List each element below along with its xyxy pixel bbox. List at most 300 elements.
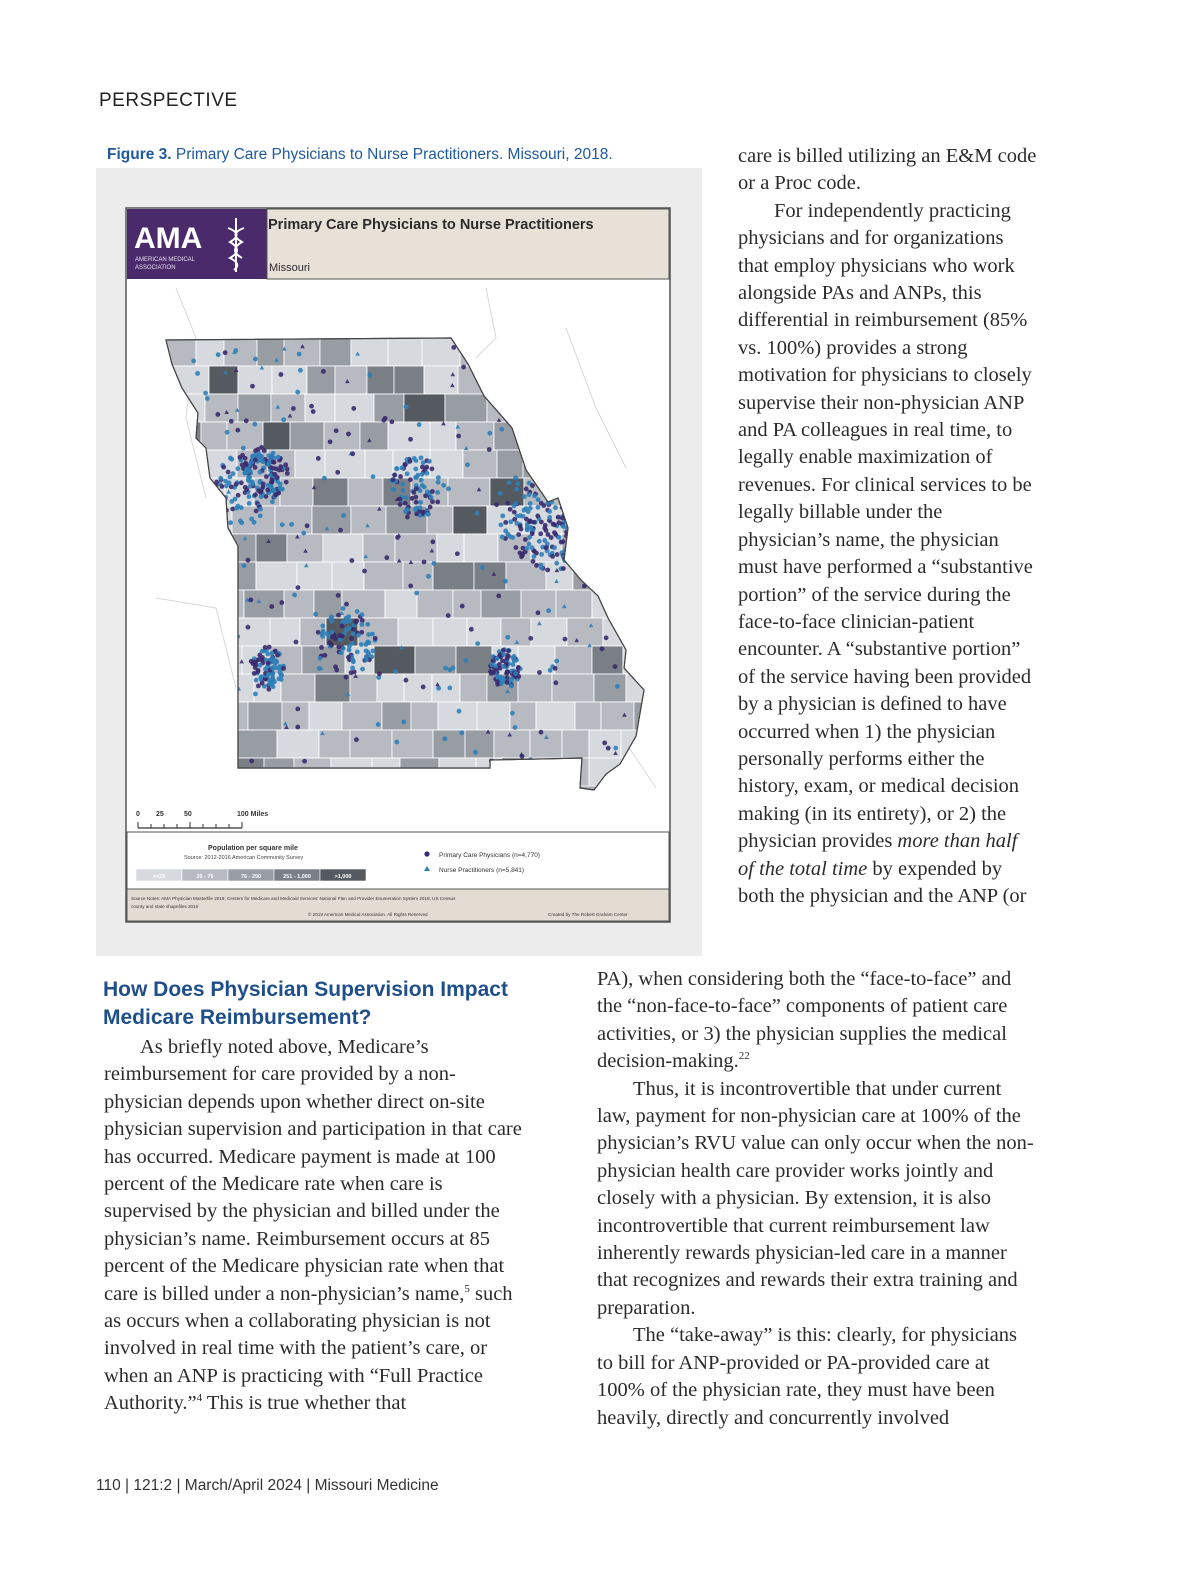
physician-marker — [539, 552, 544, 557]
physician-marker — [329, 630, 334, 635]
county-shape — [448, 478, 490, 506]
physician-marker — [443, 666, 448, 671]
physician-marker — [273, 492, 278, 497]
physician-marker — [451, 665, 456, 670]
legend-series-nps: Nurse Practitioners (n=5,841) — [439, 867, 525, 874]
physician-marker — [354, 618, 359, 623]
physician-marker — [530, 545, 535, 550]
physician-marker — [546, 608, 551, 613]
figure-caption-text: Primary Care Physicians to Nurse Practitioners. Missouri, 2018. — [175, 146, 613, 163]
physician-marker — [497, 662, 502, 667]
physician-marker — [408, 459, 413, 464]
physician-marker — [556, 515, 561, 520]
physician-marker — [513, 545, 518, 550]
county-shape — [465, 730, 494, 758]
physician-marker — [298, 368, 303, 373]
physician-marker — [263, 645, 268, 650]
physician-marker — [319, 645, 324, 650]
paragraph-tail: by expended by both the physician and the ANP (or — [738, 857, 1027, 907]
physician-marker — [413, 475, 418, 480]
physician-marker — [539, 730, 544, 735]
physician-marker — [398, 502, 403, 507]
physician-marker — [553, 505, 558, 510]
physician-marker — [510, 711, 515, 716]
physician-marker — [413, 495, 418, 500]
physician-marker — [487, 431, 492, 436]
physician-marker — [360, 667, 365, 672]
county-shape — [377, 674, 404, 702]
physician-marker — [544, 545, 549, 550]
physician-marker — [253, 458, 258, 463]
physician-marker — [355, 650, 360, 655]
physician-marker — [225, 430, 230, 435]
county-shape — [388, 338, 422, 366]
county-shape — [432, 674, 460, 702]
physician-marker — [469, 627, 474, 632]
physician-marker — [532, 520, 537, 525]
physician-marker — [524, 546, 529, 551]
county-shape — [456, 422, 494, 450]
physician-marker — [528, 501, 533, 506]
physician-marker — [227, 475, 232, 480]
physician-marker — [347, 644, 352, 649]
right-column-top — [738, 143, 1038, 910]
physician-marker — [408, 437, 413, 442]
physician-marker — [475, 641, 480, 646]
physician-marker — [228, 520, 233, 525]
county-shape — [360, 422, 388, 450]
physician-marker — [508, 519, 513, 524]
physician-marker — [278, 482, 283, 487]
physician-marker — [424, 465, 429, 470]
physician-marker — [494, 502, 499, 507]
physician-marker — [270, 480, 275, 485]
physician-marker — [365, 622, 370, 627]
physician-marker — [446, 613, 451, 618]
county-shape — [335, 366, 367, 394]
physician-marker — [228, 456, 233, 461]
physician-marker — [500, 535, 505, 540]
county-shape — [263, 422, 290, 450]
physician-marker — [523, 537, 528, 542]
physician-marker — [309, 404, 314, 409]
county-shape — [348, 478, 383, 506]
physician-marker — [223, 479, 228, 484]
physician-marker — [258, 513, 263, 518]
county-shape — [388, 422, 430, 450]
county-shape — [320, 338, 351, 366]
county-shape — [305, 394, 335, 422]
county-shape — [536, 702, 575, 730]
physician-marker — [525, 527, 530, 532]
physician-marker — [247, 501, 252, 506]
physician-marker — [373, 636, 378, 641]
physician-marker — [516, 532, 521, 537]
legend-bin-label: 251 - 1,000 — [283, 874, 311, 880]
physician-marker — [203, 391, 208, 396]
physician-marker — [266, 672, 271, 677]
physician-marker — [391, 477, 396, 482]
physician-marker — [465, 462, 470, 467]
county-shape — [460, 674, 487, 702]
physician-marker — [528, 636, 533, 641]
physician-marker — [418, 500, 423, 505]
physician-marker — [499, 427, 504, 432]
physician-marker — [500, 513, 505, 518]
physician-marker — [254, 509, 259, 514]
physician-marker — [249, 517, 254, 522]
physician-marker — [351, 406, 356, 411]
physician-marker — [461, 365, 466, 370]
reference-4: 4 — [196, 1392, 203, 1405]
physician-marker — [337, 633, 342, 638]
county-shape — [324, 422, 360, 450]
physician-marker — [428, 505, 433, 510]
physician-marker — [537, 670, 542, 675]
county-shape — [312, 506, 351, 534]
legend-bin-label: 26 - 75 — [196, 874, 214, 880]
physician-marker — [505, 656, 510, 661]
county-shape — [404, 674, 432, 702]
physician-marker — [530, 483, 535, 488]
physician-marker — [350, 666, 355, 671]
physician-marker — [215, 412, 220, 417]
physician-marker — [233, 497, 238, 502]
physician-marker — [253, 357, 258, 362]
paragraph-text: For independently practicing physicians and for organizations that employ physicians who work alongside PAs and ANPs, this differential in reimbursement (85% vs. 100%) provides a strong motivation for physicians to closely supervise their non-physician ANP and PA colleagues in real time, to legally enable maximization of revenues. For clinical services to be legally billable under the physician’s name, the physician must have performed a “substantive portion” of the service during the face-to-face clinician-patient encounter. A “substantive portion” of the service having been provided by a physician is defined to have occurred when 1) the physician personally performs either the history, exam, or medical decision making (in its entirety), or 2) the physician provides — [738, 199, 1033, 853]
paragraph-text-end: This is true whether that — [206, 1392, 407, 1415]
physician-marker — [398, 474, 403, 479]
paragraph-supervision-incentive — [738, 198, 1038, 911]
physician-marker — [425, 471, 430, 476]
physician-marker — [266, 661, 271, 666]
physician-marker — [446, 486, 451, 491]
physician-marker — [284, 480, 289, 485]
county-shape — [382, 702, 411, 730]
physician-marker — [495, 656, 500, 661]
physician-marker — [254, 678, 259, 683]
physician-marker — [285, 471, 290, 476]
physician-marker — [436, 686, 441, 691]
physician-marker — [495, 679, 500, 684]
physician-marker — [503, 529, 508, 534]
county-shape — [394, 366, 424, 394]
physician-marker — [604, 635, 609, 640]
physician-marker — [250, 384, 255, 389]
physician-marker — [447, 686, 452, 691]
county-shape — [555, 646, 592, 674]
county-shape — [257, 338, 284, 366]
county-shape — [481, 590, 521, 618]
physician-marker — [408, 584, 413, 589]
physician-marker — [271, 451, 276, 456]
physician-marker — [283, 462, 288, 467]
physician-marker — [258, 675, 263, 680]
county-shape — [594, 674, 626, 702]
physician-marker — [500, 679, 505, 684]
paragraph-decision-making — [597, 966, 1037, 1076]
county-shape — [411, 702, 438, 730]
physician-marker — [421, 685, 426, 690]
physician-marker — [333, 664, 338, 669]
physician-marker — [364, 657, 369, 662]
physician-marker — [526, 509, 531, 514]
physician-marker — [191, 358, 196, 363]
physician-marker — [393, 669, 398, 674]
physician-marker — [229, 419, 234, 424]
county-shape — [284, 338, 320, 366]
physician-marker — [273, 472, 278, 477]
county-shape — [531, 618, 567, 646]
physician-marker — [395, 535, 400, 540]
section-heading: How Does Physician Supervision Impact Medicare Reimbursement? — [103, 978, 508, 1029]
physician-marker — [514, 501, 519, 506]
scale-tick-25: 25 — [156, 811, 164, 818]
physician-marker — [435, 500, 440, 505]
physician-marker — [427, 459, 432, 464]
physician-marker — [250, 481, 255, 486]
physician-marker — [536, 610, 541, 615]
physician-marker — [545, 568, 550, 573]
physician-marker — [520, 551, 525, 556]
physician-marker — [400, 482, 405, 487]
physician-marker — [223, 350, 228, 355]
physician-marker — [221, 465, 226, 470]
physician-marker — [321, 629, 326, 634]
physician-marker — [311, 409, 316, 414]
physician-marker — [561, 566, 566, 571]
county-shape — [227, 422, 263, 450]
physician-marker — [341, 646, 346, 651]
physician-marker — [344, 675, 349, 680]
physician-marker — [426, 574, 431, 579]
county-shape — [445, 394, 487, 422]
physician-marker — [275, 653, 280, 658]
physician-marker — [349, 670, 354, 675]
county-shape — [552, 674, 594, 702]
physician-marker — [532, 493, 537, 498]
ama-logo-subtext-1: AMERICAN MEDICAL — [135, 257, 196, 263]
county-shape — [297, 562, 332, 590]
physician-marker — [530, 531, 535, 536]
physician-marker — [339, 650, 344, 655]
physician-marker — [547, 509, 552, 514]
physician-marker — [224, 483, 229, 488]
physician-marker — [346, 432, 351, 437]
physician-marker — [507, 534, 512, 539]
figure-frame — [96, 168, 702, 956]
physician-marker — [516, 481, 521, 486]
physician-marker — [244, 467, 249, 472]
physician-marker — [408, 477, 413, 482]
county-shape — [456, 646, 492, 674]
physician-marker — [242, 563, 247, 568]
county-shape — [275, 506, 312, 534]
physician-marker — [548, 668, 553, 673]
county-shape — [424, 366, 458, 394]
county-shape — [427, 506, 453, 534]
physician-marker — [405, 515, 410, 520]
physician-marker — [543, 523, 548, 528]
county-shape — [430, 422, 456, 450]
physician-marker — [531, 559, 536, 564]
county-shape — [256, 562, 297, 590]
physician-marker — [248, 598, 253, 603]
physician-marker — [371, 649, 376, 654]
physician-marker — [381, 418, 386, 423]
physician-marker — [435, 490, 440, 495]
physician-marker — [401, 720, 406, 725]
physician-marker — [429, 495, 434, 500]
physician-marker — [602, 740, 607, 745]
county-shape — [437, 534, 464, 562]
physician-marker — [281, 666, 286, 671]
physician-marker — [420, 483, 425, 488]
physician-marker — [336, 613, 341, 618]
physician-marker — [522, 494, 527, 499]
paragraph-incontrovertible: Thus, it is incontrovertible that under current law, payment for non-physician care at 100% of the physician’s RVU value can only occur when the non-physician health care provider works jointly and closely with a physician. By extension, it is also incontrovertible that current reimbursement law inherently rewards physician-led care in a manner that recognizes and rewards their extra training and preparation. — [597, 1077, 1034, 1319]
legend-title: Population per square mile — [208, 845, 298, 852]
physician-marker — [229, 484, 234, 489]
county-shape — [350, 674, 377, 702]
physician-marker — [321, 369, 326, 374]
physician-marker — [336, 593, 341, 598]
physician-marker — [356, 633, 361, 638]
physician-marker — [338, 528, 343, 533]
county-shape — [351, 338, 388, 366]
physician-marker — [505, 635, 510, 640]
copyright-note: © 2018 American Medical Association. All Rights Reserved — [308, 912, 428, 917]
physician-marker — [297, 352, 302, 357]
physician-marker — [615, 684, 620, 689]
paragraph-reimbursement — [104, 1034, 534, 1418]
physician-marker — [389, 419, 394, 424]
physician-marker — [328, 439, 333, 444]
physician-marker — [390, 487, 395, 492]
physician-marker — [555, 552, 560, 557]
physician-marker — [244, 462, 249, 467]
county-shape — [224, 338, 257, 366]
physician-marker — [260, 655, 265, 660]
physician-marker — [539, 565, 544, 570]
physician-marker — [505, 669, 510, 674]
county-shape — [430, 450, 463, 478]
physician-marker — [322, 476, 327, 481]
physician-marker — [430, 539, 435, 544]
physician-marker — [323, 653, 328, 658]
county-shape — [332, 562, 364, 590]
county-shape — [309, 702, 342, 730]
physician-marker — [270, 651, 275, 656]
physician-marker — [344, 616, 349, 621]
physician-marker — [430, 489, 435, 494]
physician-marker — [405, 471, 410, 476]
physician-marker — [536, 505, 541, 510]
physician-marker — [258, 663, 263, 668]
physician-marker — [524, 487, 529, 492]
source-note-1: Source Notes: AMA Physician Masterfile 2018; Centers for Medicare and Medicaid Services' National Plan and Provider Enumeration System 2018; US Census — [131, 896, 456, 901]
physician-marker — [420, 472, 425, 477]
physician-marker — [404, 404, 409, 409]
physician-marker — [261, 459, 266, 464]
physician-marker — [235, 428, 240, 433]
physician-marker — [413, 467, 418, 472]
physician-marker — [216, 352, 221, 357]
scale-tick-0: 0 — [136, 811, 140, 818]
county-shape — [325, 450, 365, 478]
physician-marker — [490, 663, 495, 668]
county-shape — [365, 450, 393, 478]
physician-marker — [505, 680, 510, 685]
left-column — [104, 1034, 534, 1418]
physician-marker — [403, 501, 408, 506]
physician-marker — [270, 666, 275, 671]
county-shape — [367, 366, 394, 394]
physician-marker — [249, 759, 254, 764]
physician-marker — [414, 458, 419, 463]
physician-marker — [305, 523, 310, 528]
physician-marker — [516, 666, 521, 671]
physician-marker — [226, 470, 231, 475]
physician-marker — [296, 585, 301, 590]
physician-marker — [501, 652, 506, 657]
physician-marker — [436, 480, 441, 485]
physician-marker — [252, 660, 257, 665]
physician-marker — [255, 669, 260, 674]
county-shape — [350, 730, 392, 758]
physician-marker — [419, 478, 424, 483]
physician-marker — [269, 604, 274, 609]
physician-marker — [541, 503, 546, 508]
physician-marker — [394, 466, 399, 471]
physician-marker — [281, 417, 286, 422]
physician-marker — [360, 622, 365, 627]
physician-marker — [360, 612, 365, 617]
physician-marker — [538, 531, 543, 536]
county-shape — [494, 730, 530, 758]
physician-marker — [397, 497, 402, 502]
physician-marker — [509, 684, 514, 689]
physician-marker — [553, 532, 558, 537]
physician-marker — [456, 434, 461, 439]
physician-marker — [524, 517, 529, 522]
physician-marker — [394, 740, 399, 745]
physician-marker — [269, 682, 274, 687]
physician-marker — [246, 625, 251, 630]
physician-marker — [320, 623, 325, 628]
physician-marker — [349, 636, 354, 641]
county-shape — [453, 590, 481, 618]
physician-marker — [422, 560, 427, 565]
county-shape — [277, 730, 319, 758]
physician-marker — [234, 482, 239, 487]
ama-logo-text: AMA — [134, 222, 203, 255]
legend-physician-marker — [424, 851, 429, 856]
physician-marker — [513, 671, 518, 676]
physician-marker — [514, 487, 519, 492]
physician-marker — [277, 468, 282, 473]
county-shape — [244, 590, 284, 618]
physician-marker — [554, 659, 559, 664]
county-shape — [575, 702, 601, 730]
county-shape — [238, 366, 272, 394]
section-label: PERSPECTIVE — [99, 90, 238, 111]
physician-marker — [613, 746, 618, 751]
county-shape — [497, 450, 523, 478]
physician-marker — [441, 483, 446, 488]
physician-marker — [256, 447, 261, 452]
physician-marker — [318, 656, 323, 661]
